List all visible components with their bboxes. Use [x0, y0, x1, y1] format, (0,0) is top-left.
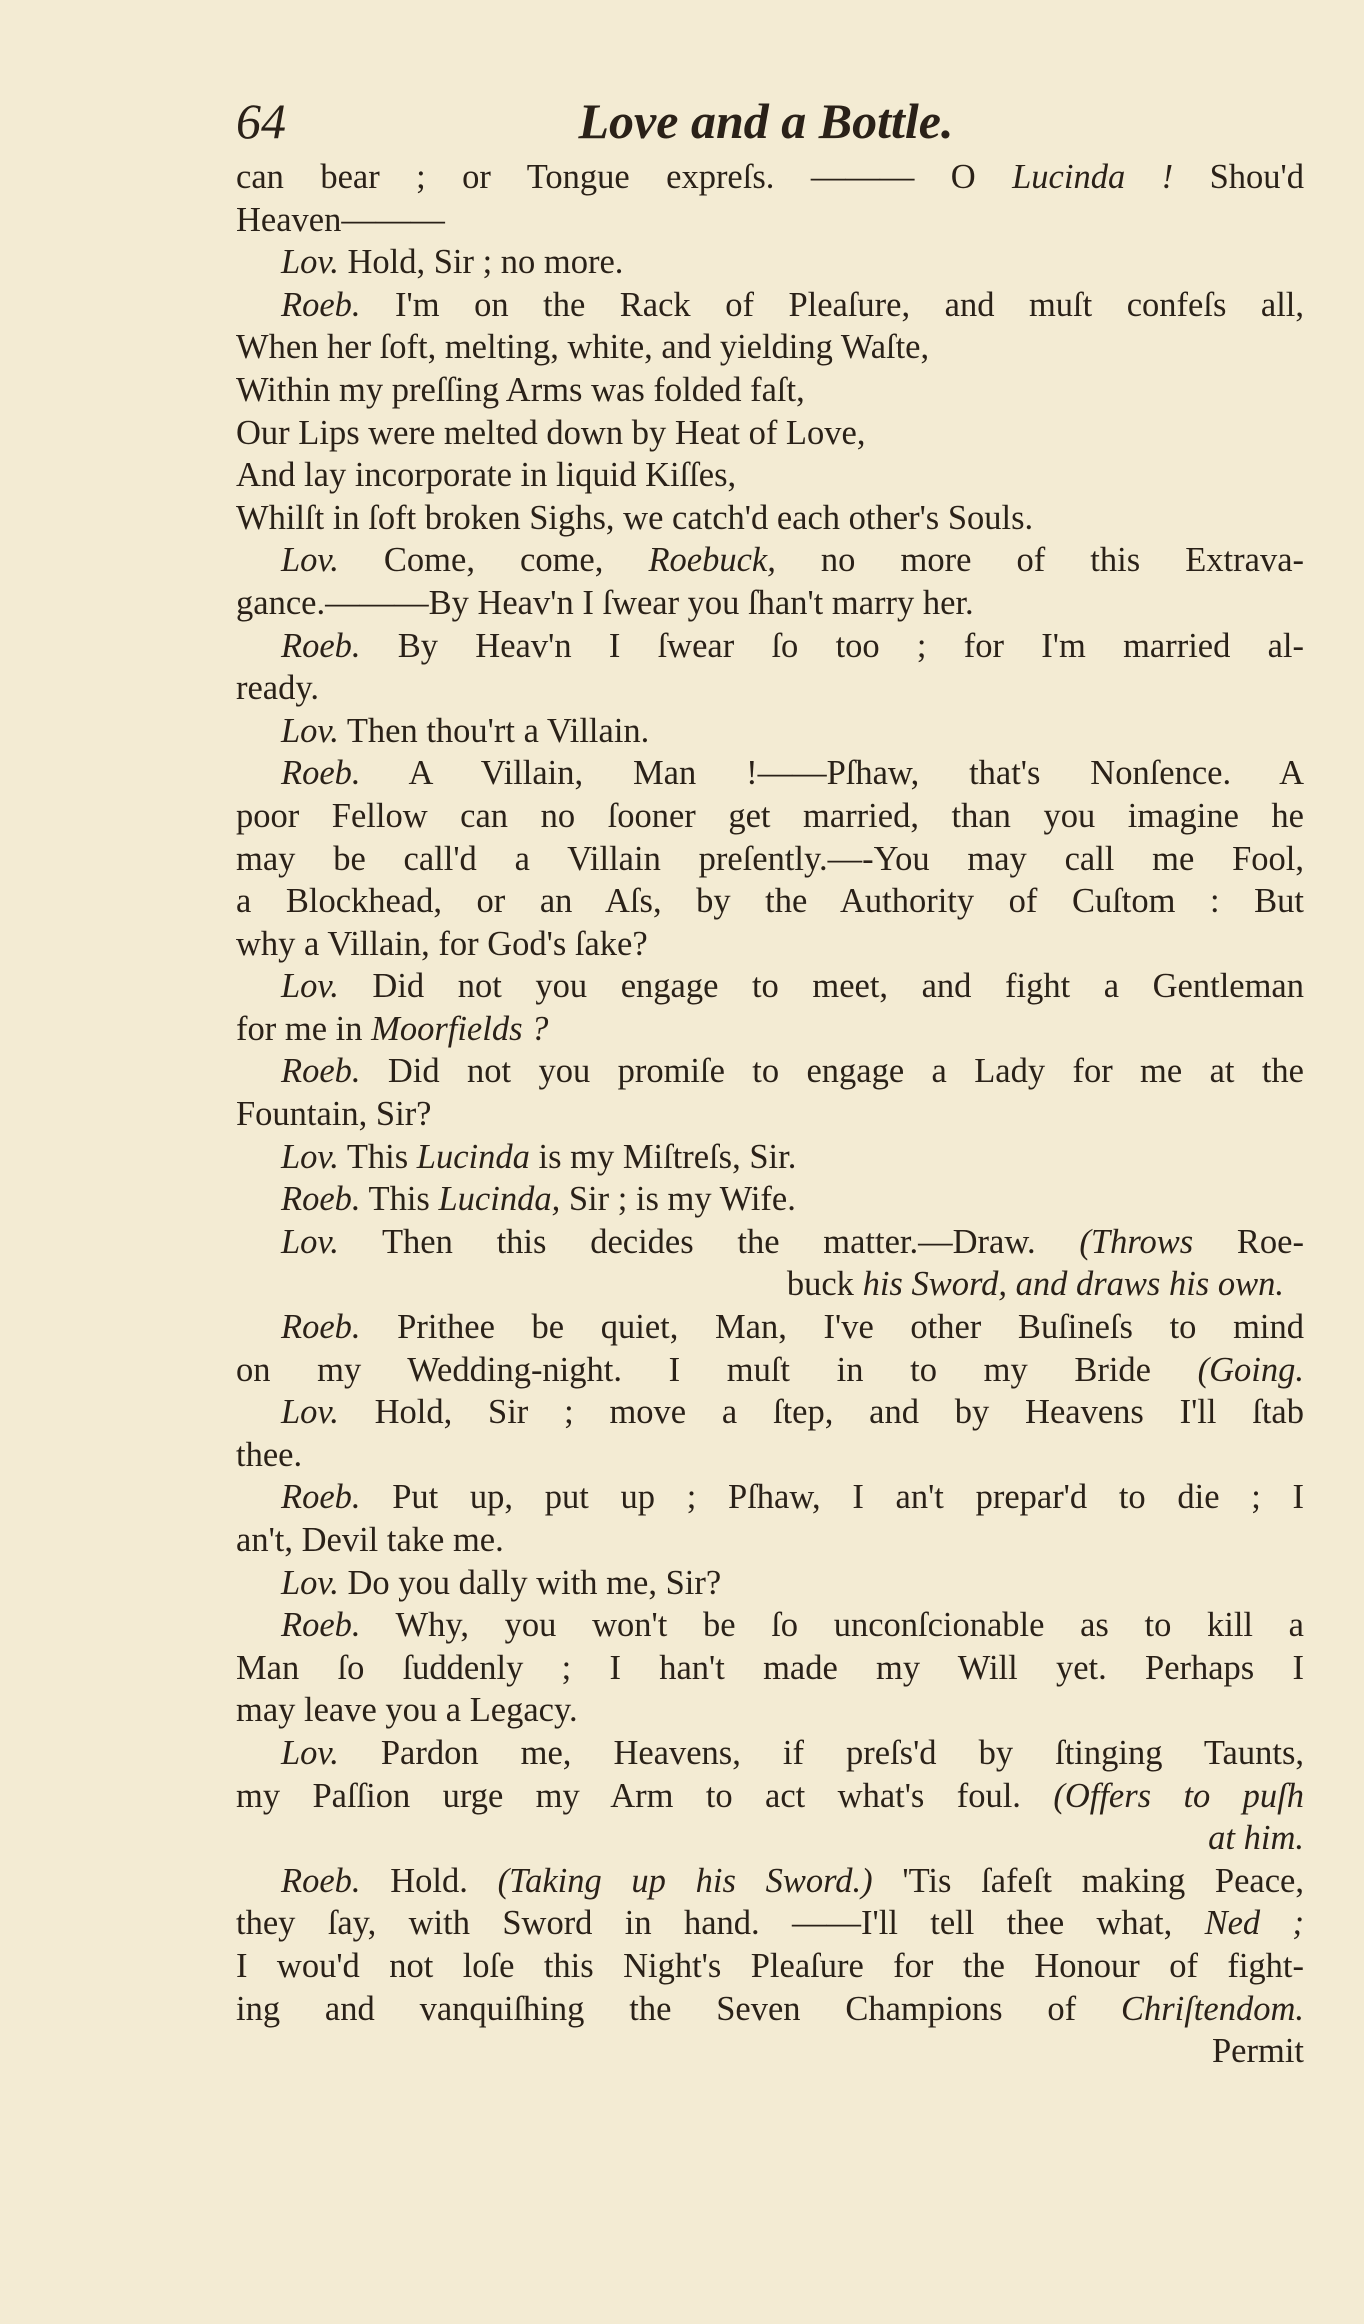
text-run: Our Lips were melted down by Heat of Love, — [236, 413, 866, 452]
text-run: gance.———By Heav'n I ſwear you ſhan't marry her. — [236, 583, 974, 622]
text-run: I'm on the Rack of Pleaſure, and muſt confeſs all, — [360, 285, 1304, 324]
text-line — [236, 1647, 1304, 1690]
text-run: Hold, Sir ; move a ſtep, and by Heavens I'll ſtab — [338, 1393, 1304, 1432]
text-line — [236, 923, 1304, 966]
text-run: on my Wedding-night. I muſt in to my Bride — [236, 1350, 1198, 1389]
italic-text: Lucinda — [416, 1137, 530, 1176]
text-run: Fountain, Sir? — [236, 1095, 432, 1134]
italic-text: Lov. — [281, 1393, 339, 1432]
text-line — [236, 1178, 1304, 1221]
text-run: Permit — [1212, 2032, 1304, 2071]
text-line — [236, 199, 1304, 242]
text-line — [236, 1732, 1304, 1775]
text-line — [236, 1519, 1304, 1562]
text-run: Hold, Sir ; no more. — [338, 243, 624, 282]
page-number: 64 — [236, 93, 286, 149]
running-title: Love and a Bottle. — [578, 93, 954, 149]
text-run: thee. — [236, 1435, 303, 1474]
text-run: ready. — [236, 669, 319, 708]
text-line — [236, 156, 1304, 199]
text-line — [236, 582, 1304, 625]
text-line — [236, 1860, 1304, 1903]
text-line — [236, 284, 1304, 327]
text-run: Did not you engage to meet, and fight a Gentleman — [338, 967, 1304, 1006]
text-line — [236, 1349, 1304, 1392]
text-block — [236, 156, 1304, 2073]
text-line — [236, 667, 1304, 710]
italic-text: Roebuck, — [648, 541, 776, 580]
italic-text: Lov. — [281, 243, 339, 282]
text-line — [236, 838, 1304, 881]
text-line — [236, 1093, 1304, 1136]
text-line — [236, 1221, 1304, 1264]
text-line — [236, 1391, 1304, 1434]
text-line — [236, 2030, 1304, 2073]
italic-text: Lov. — [281, 711, 339, 750]
italic-text: Moorfields ? — [371, 1009, 549, 1048]
text-run: Do you dally with me, Sir? — [338, 1563, 722, 1602]
italic-text: (Throws — [1079, 1222, 1194, 1261]
italic-text: Roeb. — [281, 754, 361, 793]
text-line — [236, 1562, 1304, 1605]
italic-text: Roeb. — [281, 1478, 361, 1517]
text-line — [236, 1434, 1304, 1477]
text-run: Put up, put up ; Pſhaw, I an't prepar'd to die ; I — [360, 1478, 1304, 1517]
text-run: And lay incorporate in liquid Kiſſes, — [236, 456, 737, 495]
italic-text: Lov. — [281, 1563, 339, 1602]
text-run: an't, Devil take me. — [236, 1521, 504, 1559]
text-run: Sir ; is my Wife. — [560, 1180, 796, 1219]
italic-text: Lov. — [281, 1733, 339, 1772]
italic-text: (Offers to puſh — [1053, 1776, 1304, 1815]
text-line — [236, 1476, 1304, 1519]
text-line — [236, 795, 1304, 838]
text-run: why a Villain, for God's ſake? — [236, 924, 648, 963]
italic-text: Roeb. — [281, 1308, 361, 1347]
italic-text: Roeb. — [281, 285, 361, 324]
text-line — [236, 752, 1304, 795]
italic-text: (Going. — [1197, 1350, 1304, 1389]
italic-text: Chriſtendom. — [1120, 1989, 1304, 2028]
text-line — [236, 710, 1304, 753]
italic-text: Lov. — [281, 1222, 339, 1261]
italic-text: Lucinda, — [438, 1180, 561, 1219]
text-run: Whilſt in ſoft broken Sighs, we catch'd each other's Souls. — [236, 498, 1034, 537]
italic-text: Roeb. — [281, 1180, 361, 1219]
italic-text: Lov. — [281, 541, 339, 580]
text-run: I wou'd not loſe this Night's Pleaſure for the Honour of fight- — [236, 1946, 1304, 1985]
text-line — [236, 326, 1304, 369]
text-run: can bear ; or Tongue expreſs. ——— O — [236, 158, 1013, 196]
text-run: By Heav'n I ſwear ſo too ; for I'm married al- — [360, 626, 1304, 665]
italic-text: Ned ; — [1204, 1904, 1304, 1943]
text-line — [236, 1775, 1304, 1818]
text-line — [236, 1306, 1304, 1349]
text-line — [236, 1263, 1304, 1306]
text-line — [236, 1604, 1304, 1647]
text-run: buck — [786, 1265, 863, 1304]
text-line — [236, 1689, 1304, 1732]
text-line — [236, 497, 1304, 540]
italic-text: (Taking up his Sword.) — [497, 1861, 873, 1900]
text-line — [236, 369, 1304, 412]
text-run: Then this decides the matter.—Draw. — [338, 1222, 1080, 1261]
text-run: Pardon me, Heavens, if preſs'd by ſtinging Taunts, — [338, 1733, 1304, 1772]
text-run: may leave you a Legacy. — [236, 1691, 578, 1730]
text-line — [236, 1945, 1304, 1988]
text-run: for me in — [236, 1009, 372, 1048]
italic-text: Roeb. — [281, 1606, 361, 1645]
text-run: they ſay, with Sword in hand. ——I'll tell thee what, — [236, 1904, 1205, 1943]
text-run: Man ſo ſuddenly ; I han't made my Will yet. Perhaps I — [236, 1648, 1304, 1687]
text-line — [236, 412, 1304, 455]
text-line — [236, 1988, 1304, 2031]
text-line — [236, 1902, 1304, 1945]
text-run: ing and vanquiſhing the Seven Champions of — [236, 1989, 1121, 2028]
running-header — [226, 92, 1306, 154]
italic-text: Lov. — [281, 1137, 339, 1176]
text-run: may be call'd a Villain preſently.—-You may call me Fool, — [236, 839, 1304, 878]
italic-text: Lov. — [281, 967, 339, 1006]
italic-text: Lucinda ! — [1012, 158, 1174, 196]
text-run: When her ſoft, melting, white, and yielding Waſte, — [236, 328, 930, 367]
text-run: 'Tis ſafeſt making Peace, — [872, 1861, 1304, 1900]
text-line — [236, 625, 1304, 668]
italic-text: Roeb. — [281, 1052, 361, 1091]
text-line — [236, 539, 1304, 582]
italic-text: Roeb. — [281, 626, 361, 665]
text-line — [236, 1050, 1304, 1093]
text-run: poor Fellow can no ſooner get married, than you imagine he — [236, 796, 1304, 835]
text-run: A Villain, Man !——Pſhaw, that's Nonſence. A — [360, 754, 1304, 793]
text-line — [236, 454, 1304, 497]
text-run: Why, you won't be ſo unconſcionable as to kill a — [360, 1606, 1304, 1645]
text-run: Hold. — [360, 1861, 498, 1900]
text-run: my Paſſion urge my Arm to act what's foul. — [236, 1776, 1054, 1815]
text-run: Then thou'rt a Villain. — [338, 711, 650, 750]
text-run: Heaven——— — [236, 200, 445, 239]
italic-text: at him. — [1208, 1819, 1304, 1858]
text-run: This — [360, 1180, 439, 1219]
text-line — [236, 1136, 1304, 1179]
text-line — [236, 965, 1304, 1008]
text-run: a Blockhead, or an Aſs, by the Authority of Cuſtom : But — [236, 882, 1304, 921]
text-run: Roe- — [1193, 1222, 1304, 1261]
text-run: Within my preſſing Arms was folded faſt, — [236, 370, 805, 409]
text-line — [236, 1008, 1304, 1051]
text-run: Prithee be quiet, Man, I've other Buſineſs to mind — [360, 1308, 1304, 1347]
text-run: Did not you promiſe to engage a Lady for me at the — [360, 1052, 1304, 1091]
text-run: no more of this Extrava- — [775, 541, 1304, 580]
text-line — [236, 880, 1304, 923]
text-run: Shou'd — [1173, 158, 1304, 196]
text-line — [236, 1817, 1304, 1860]
text-line — [236, 241, 1304, 284]
text-run: is my Miſtreſs, Sir. — [529, 1137, 797, 1176]
text-run: This — [338, 1137, 417, 1176]
text-run: Come, come, — [338, 541, 649, 580]
italic-text: Roeb. — [281, 1861, 361, 1900]
italic-text: his Sword, and draws his own. — [862, 1265, 1284, 1304]
